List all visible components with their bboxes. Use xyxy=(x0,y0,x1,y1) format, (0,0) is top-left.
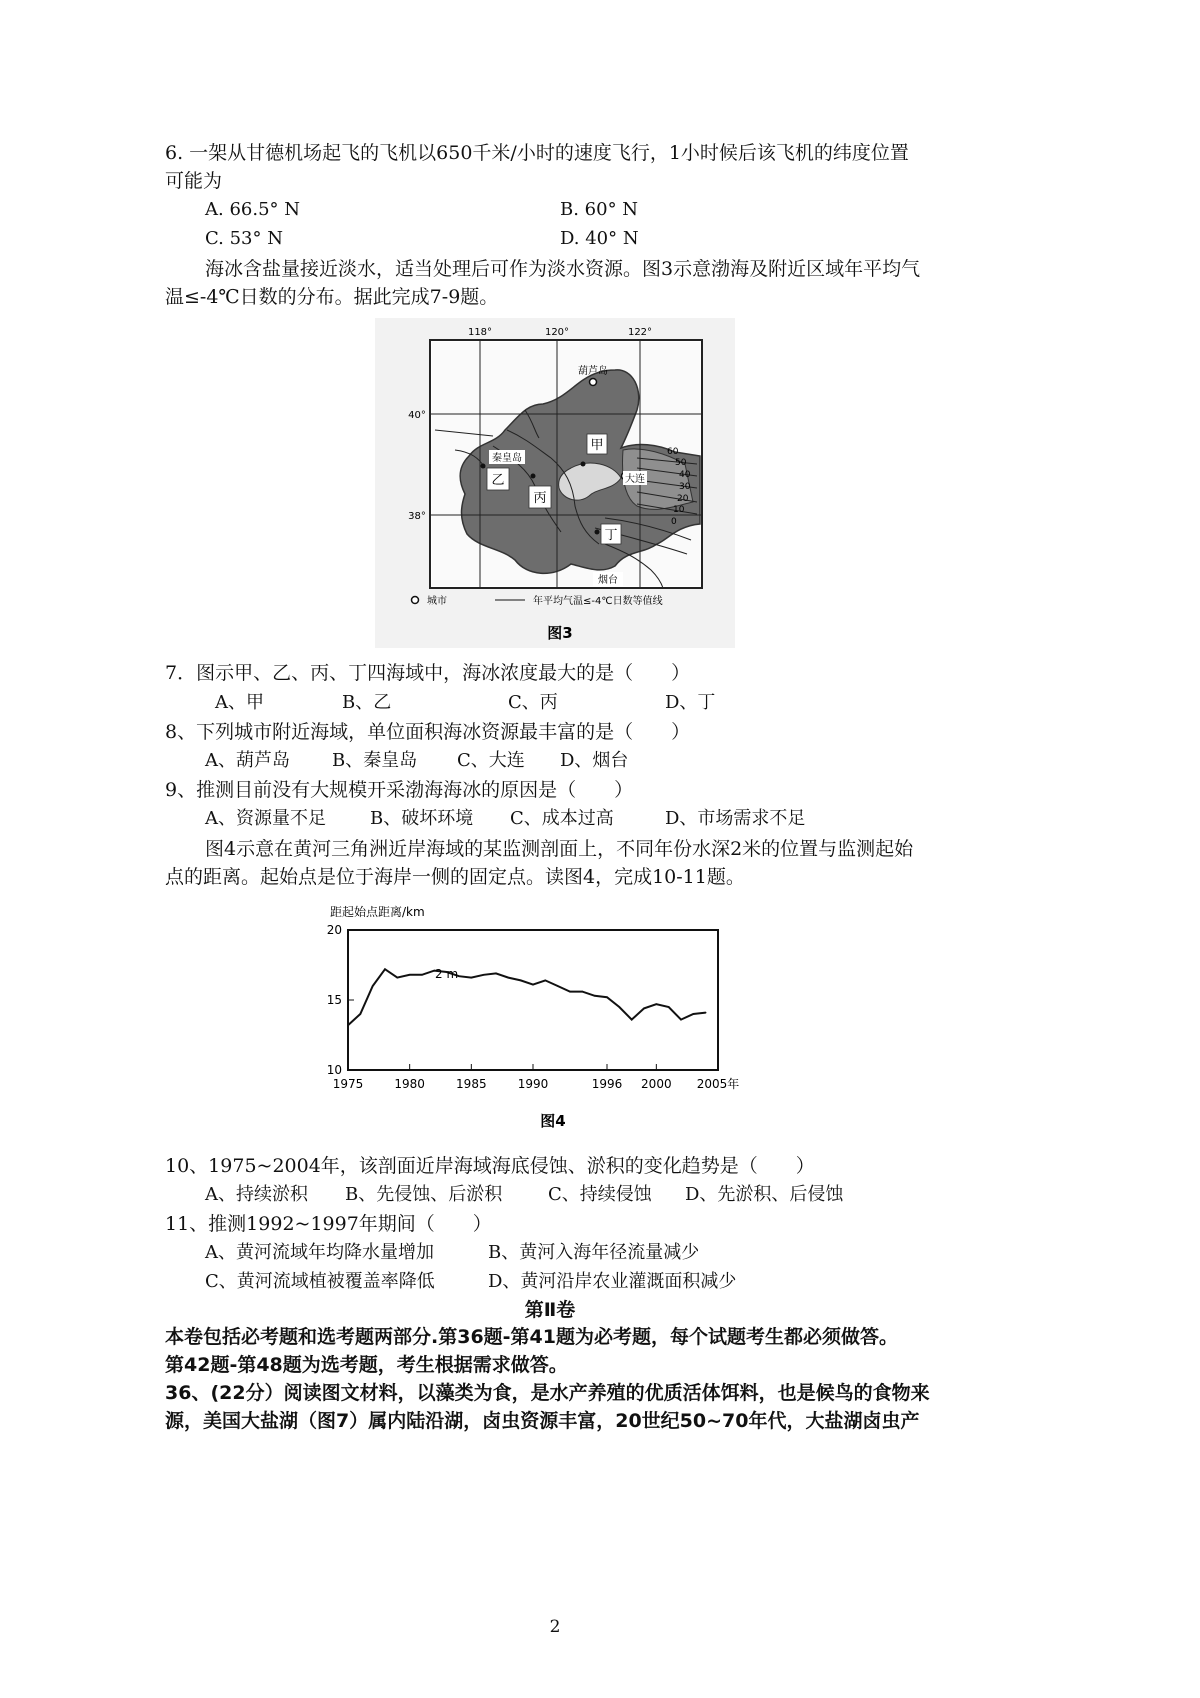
intro-7-9-line1: 海冰含盐量接近淡水，适当处理后可作为淡水资源。图3示意渤海及附近区域年平均气 xyxy=(205,258,921,280)
q9-stem: 9、推测目前没有大规模开采渤海海冰的原因是（ ） xyxy=(165,779,634,801)
x-tick-label: 1985 xyxy=(456,1077,487,1091)
isoline-value-30: 30 xyxy=(679,482,691,492)
q10-option-b: B、先侵蚀、后淤积 xyxy=(345,1184,503,1205)
isoline-value-20: 20 xyxy=(677,494,689,504)
longitude-122: 122° xyxy=(627,327,653,338)
city-huludao: 葫芦岛 xyxy=(578,366,608,377)
intro-10-11-line2: 点的距离。起始点是位于海岸一侧的固定点。读图4，完成10-11题。 xyxy=(165,866,745,888)
isoline-value-0: 0 xyxy=(671,517,677,527)
q9-option-b: B、破坏环境 xyxy=(370,808,474,829)
q7-option-c: C、丙 xyxy=(508,692,558,713)
y-tick-label: 15 xyxy=(326,993,342,1007)
part2-instructions-line2: 第42题-第48题为选考题，考生根据需求做答。 xyxy=(165,1354,568,1376)
data-point xyxy=(619,1006,621,1008)
figure3-map xyxy=(375,318,735,648)
data-point xyxy=(384,968,386,970)
data-point xyxy=(483,974,485,976)
q8-option-d: D、烟台 xyxy=(560,750,629,771)
data-point xyxy=(532,984,534,986)
q7-option-b: B、乙 xyxy=(342,692,392,713)
data-point xyxy=(397,977,399,979)
q9-option-a: A、资源量不足 xyxy=(205,808,326,829)
q11-stem: 11、推测1992~1997年期间（ ） xyxy=(165,1213,492,1235)
q10-option-d: D、先淤积、后侵蚀 xyxy=(685,1184,844,1205)
q6-stem-line2: 可能为 xyxy=(165,170,223,192)
q10-option-a: A、持续淤积 xyxy=(205,1184,308,1205)
data-point xyxy=(569,991,571,993)
latitude-40: 40° xyxy=(408,410,426,421)
x-tick-label: 1996 xyxy=(591,1077,623,1091)
region-ding: 丁 xyxy=(604,528,618,543)
x-tick-label: 1975 xyxy=(332,1077,364,1091)
q36-line2: 源，美国大盐湖（图7）属内陆沿湖，卤虫资源丰富，20世纪50~70年代，大盐湖卤虫产 xyxy=(165,1410,920,1432)
data-point xyxy=(643,1008,645,1010)
isoline-value-60: 60 xyxy=(667,447,679,457)
q6-option-a: A. 66.5° N xyxy=(205,199,300,220)
longitude-118: 118° xyxy=(467,327,493,338)
longitude-120: 120° xyxy=(544,327,570,338)
q11-option-c: C、黄河流域植被覆盖率降低 xyxy=(205,1271,435,1292)
q11-option-b: B、黄河入海年径流量减少 xyxy=(488,1242,700,1263)
isoline-value-10: 10 xyxy=(673,505,685,515)
data-point xyxy=(668,1006,670,1008)
data-point xyxy=(508,977,510,979)
legend-city-icon xyxy=(412,597,419,604)
q8-option-b: B、秦皇岛 xyxy=(332,750,418,771)
city-yantai: 烟台 xyxy=(598,575,618,586)
data-point xyxy=(582,991,584,993)
data-point xyxy=(656,1003,658,1005)
q9-option-c: C、成本过高 xyxy=(510,808,614,829)
intro-10-11-line1: 图4示意在黄河三角洲近岸海域的某监测剖面上，不同年份水深2米的位置与监测起始 xyxy=(205,838,914,860)
data-point xyxy=(693,1013,695,1015)
data-point xyxy=(520,980,522,982)
region-jia: 甲 xyxy=(590,438,604,453)
x-tick-label: 1980 xyxy=(394,1077,425,1091)
legend-city-label: 城市 xyxy=(427,596,447,607)
data-point xyxy=(409,974,411,976)
q7-option-d: D、丁 xyxy=(665,692,716,713)
data-point xyxy=(557,985,559,987)
figure4-chart xyxy=(300,898,820,1143)
figure3-caption: 图3 xyxy=(547,624,573,642)
x-tick-label: 2000 xyxy=(641,1077,672,1091)
part2-title: 第Ⅱ卷 xyxy=(524,1299,576,1321)
data-point xyxy=(606,996,608,998)
series-label-2m: 2 m xyxy=(435,967,459,981)
q7-option-a: A、甲 xyxy=(215,692,264,713)
data-point xyxy=(495,973,497,975)
q8-option-a: A、葫芦岛 xyxy=(205,750,290,771)
q11-option-a: A、黄河流域年均降水量增加 xyxy=(205,1242,434,1263)
region-yi: 乙 xyxy=(491,473,505,488)
data-point xyxy=(347,1024,349,1026)
q6-option-d: D. 40° N xyxy=(560,228,639,249)
data-point xyxy=(360,1013,362,1015)
data-point xyxy=(421,974,423,976)
latitude-38: 38° xyxy=(408,511,426,522)
q6-option-c: C. 53° N xyxy=(205,228,283,249)
q8-stem: 8、下列城市附近海域，单位面积海冰资源最丰富的是（ ） xyxy=(165,721,691,743)
q36-line1: 36、(22分）阅读图文材料，以藻类为食，是水产养殖的优质活体饵料，也是候鸟的食物来 xyxy=(165,1382,930,1404)
q6-stem-line1: 6. 一架从甘德机场起飞的飞机以650千米/小时的速度飞行，1小时候后该飞机的纬度位置 xyxy=(165,142,909,164)
page-number: 2 xyxy=(549,1617,561,1637)
figure4-caption: 图4 xyxy=(540,1112,566,1130)
chart-ylabel: 距起始点距离/km xyxy=(330,905,425,919)
part2-instructions-line1: 本卷包括必考题和选考题两部分.第36题-第41题为必考题，每个试题考生都必须做答。 xyxy=(165,1326,898,1348)
intro-7-9-line2: 温≤-4℃日数的分布。据此完成7-9题。 xyxy=(165,286,499,308)
q6-option-b: B. 60° N xyxy=(560,199,639,220)
y-tick-label: 10 xyxy=(326,1063,342,1077)
city-qinhuangdao: 秦皇岛 xyxy=(492,453,522,464)
data-point xyxy=(372,985,374,987)
legend-isoline-label: 年平均气温≤-4℃日数等值线 xyxy=(533,596,663,607)
y-tick-label: 20 xyxy=(326,923,342,937)
data-point xyxy=(631,1019,633,1021)
q7-stem: 7．图示甲、乙、丙、丁四海域中，海冰浓度最大的是（ ） xyxy=(165,662,691,684)
data-point xyxy=(594,995,596,997)
data-point xyxy=(705,1012,707,1014)
data-point xyxy=(471,977,473,979)
x-tick-label: 1990 xyxy=(517,1077,549,1091)
x-tick-label: 2005年 xyxy=(696,1077,740,1091)
q11-option-d: D、黄河沿岸农业灌溉面积减少 xyxy=(488,1271,737,1292)
isoline-value-50: 50 xyxy=(675,458,687,468)
q10-option-c: C、持续侵蚀 xyxy=(548,1184,652,1205)
data-point xyxy=(545,980,547,982)
city-dalian: 大连 xyxy=(625,474,645,485)
q8-option-c: C、大连 xyxy=(457,750,525,771)
q10-stem: 10、1975~2004年，该剖面近岸海域海底侵蚀、淤积的变化趋势是（ ） xyxy=(165,1155,815,1177)
isoline-value-40: 40 xyxy=(679,470,691,480)
data-point xyxy=(458,975,460,977)
q9-option-d: D、市场需求不足 xyxy=(665,808,806,829)
data-point xyxy=(680,1019,682,1021)
region-bing: 丙 xyxy=(533,491,547,506)
